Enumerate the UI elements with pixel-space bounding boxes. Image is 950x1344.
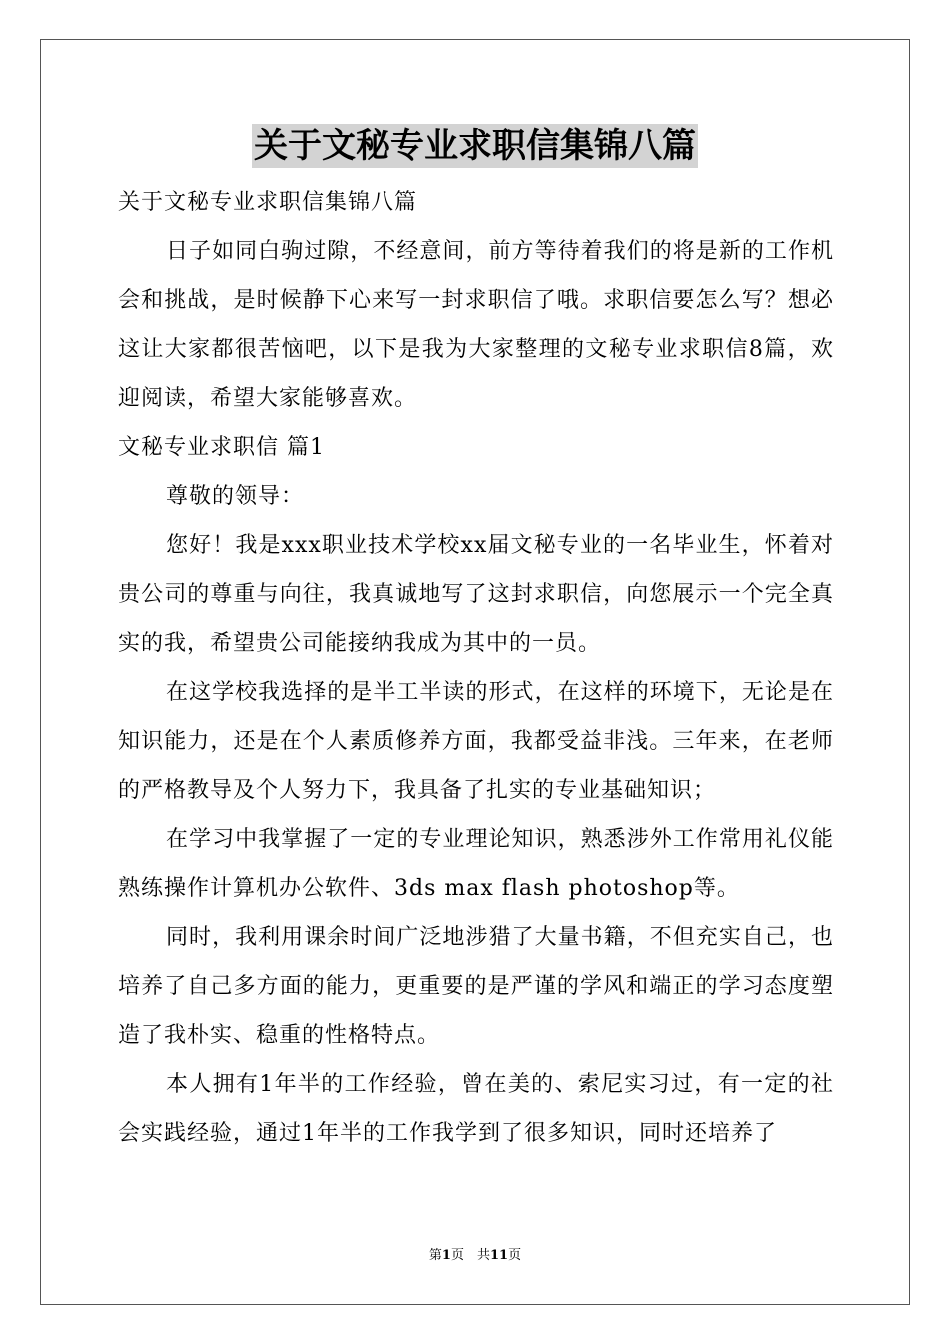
- body-paragraph: 本人拥有1年半的工作经验，曾在美的、索尼实习过，有一定的社会实践经验，通过1年半的工作我学到了很多知识，同时还培养了: [118, 1072, 834, 1146]
- footer-suffix: 页: [508, 1248, 522, 1263]
- salutation: 尊敬的领导：: [166, 484, 305, 509]
- footer-page-number: 1: [441, 1248, 451, 1263]
- section-heading: 文秘专业求职信 篇1: [118, 435, 325, 460]
- body-paragraph: 同时，我利用课余时间广泛地涉猎了大量书籍，不但充实自己，也培养了自己多方面的能力，更重要的是严谨的学风和端正的学习态度塑造了我朴实、稳重的性格特点。: [118, 925, 834, 1048]
- title-container: [0, 124, 950, 168]
- body-paragraph: 在这学校我选择的是半工半读的形式，在这样的环境下，无论是在知识能力，还是在个人素质修养方面，我都受益非浅。三年来，在老师的严格教导及个人努力下，我具备了扎实的专业基础知识；: [118, 680, 834, 803]
- footer-mid: 页 共: [450, 1248, 490, 1263]
- document-body: [118, 178, 834, 1158]
- body-paragraph: 您好！我是xxx职业技术学校xx届文秘专业的一名毕业生，怀着对贵公司的尊重与向往，我真诚地写了这封求职信，向您展示一个完全真实的我，希望贵公司能接纳我成为其中的一员。: [118, 533, 834, 656]
- page-footer: [0, 1247, 950, 1265]
- subtitle-line: 关于文秘专业求职信集锦八篇: [118, 190, 418, 215]
- intro-paragraph: 日子如同白驹过隙，不经意间，前方等待着我们的将是新的工作机会和挑战，是时候静下心来写一封求职信了哦。求职信要怎么写？想必这让大家都很苦恼吧，以下是我为大家整理的文秘专业求职信8篇，欢迎阅读，希望大家能够喜欢。: [118, 239, 834, 411]
- body-paragraph: 在学习中我掌握了一定的专业理论知识，熟悉涉外工作常用礼仪能熟练操作计算机办公软件、3ds max flash photoshop等。: [118, 827, 834, 901]
- document-title: 关于文秘专业求职信集锦八篇: [254, 126, 696, 166]
- footer-total-pages: 11: [489, 1248, 509, 1263]
- footer-prefix: 第: [428, 1248, 442, 1263]
